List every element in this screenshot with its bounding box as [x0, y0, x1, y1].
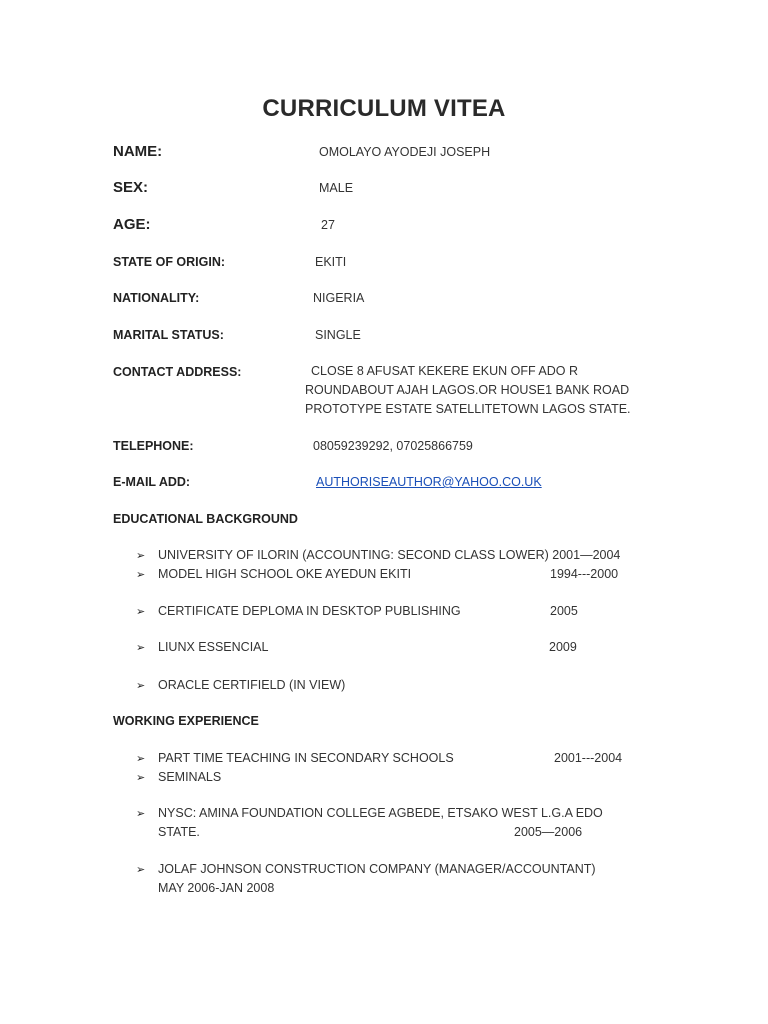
- bullet-icon: ➢: [136, 569, 146, 581]
- marital-status-label: MARITAL STATUS:: [113, 328, 224, 342]
- bullet-icon: ➢: [136, 808, 146, 820]
- marital-status-value: SINGLE: [315, 328, 361, 342]
- name-value: OMOLAYO AYODEJI JOSEPH: [319, 145, 491, 159]
- education-item-date: 2009: [549, 640, 577, 654]
- work-item-date: 2005—2006: [514, 825, 583, 839]
- bullet-icon: ➢: [136, 772, 146, 784]
- education-item: MODEL HIGH SCHOOL OKE AYEDUN EKITI: [158, 567, 412, 581]
- email-link[interactable]: AUTHORISEAUTHOR@YAHOO.CO.UK: [316, 475, 542, 489]
- education-heading: EDUCATIONAL BACKGROUND: [113, 512, 298, 526]
- education-item-date: 1994---2000: [550, 567, 619, 581]
- age-label: AGE:: [113, 216, 151, 233]
- telephone-label: TELEPHONE:: [113, 439, 194, 453]
- bullet-icon: ➢: [136, 753, 146, 765]
- telephone-value: 08059239292, 07025866759: [313, 439, 473, 453]
- nationality-label: NATIONALITY:: [113, 291, 200, 305]
- education-item: ORACLE CERTIFIELD (IN VIEW): [158, 678, 346, 692]
- contact-address-label: CONTACT ADDRESS:: [113, 365, 242, 379]
- sex-value: MALE: [319, 181, 354, 195]
- bullet-icon: ➢: [136, 680, 146, 692]
- education-item-date: 2005: [550, 604, 578, 618]
- bullet-icon: ➢: [136, 606, 146, 618]
- work-item: JOLAF JOHNSON CONSTRUCTION COMPANY (MANAGER/ACCOUNTANT): [158, 862, 596, 876]
- work-item: SEMINALS: [158, 770, 222, 784]
- work-heading: WORKING EXPERIENCE: [113, 714, 259, 728]
- nationality-value: NIGERIA: [313, 291, 365, 305]
- work-item: PART TIME TEACHING IN SECONDARY SCHOOLS: [158, 751, 454, 765]
- education-item: UNIVERSITY OF ILORIN (ACCOUNTING: SECOND CLASS LOWER) 2001—2004: [158, 548, 621, 562]
- email-label: E-MAIL ADD:: [113, 475, 191, 489]
- contact-address-line-3: PROTOTYPE ESTATE SATELLITETOWN LAGOS STATE.: [305, 402, 631, 416]
- work-item-date: 2001---2004: [554, 751, 623, 765]
- state-of-origin-value: EKITI: [315, 255, 347, 269]
- document-title: CURRICULUM VITEA: [262, 95, 506, 122]
- bullet-icon: ➢: [136, 864, 146, 876]
- bullet-icon: ➢: [136, 642, 146, 654]
- bullet-icon: ➢: [136, 550, 146, 562]
- contact-address-line-2: ROUNDABOUT AJAH LAGOS.OR HOUSE1 BANK ROAD: [305, 383, 630, 397]
- name-label: NAME:: [113, 143, 163, 160]
- education-item: CERTIFICATE DEPLOMA IN DESKTOP PUBLISHING: [158, 604, 461, 618]
- work-item-continuation: STATE.: [158, 825, 200, 839]
- sex-label: SEX:: [113, 179, 149, 196]
- age-value: 27: [321, 218, 335, 232]
- work-item-continuation: MAY 2006-JAN 2008: [158, 881, 275, 895]
- education-item: LIUNX ESSENCIAL: [158, 640, 269, 654]
- state-of-origin-label: STATE OF ORIGIN:: [113, 255, 226, 269]
- contact-address-line-1: CLOSE 8 AFUSAT KEKERE EKUN OFF ADO R: [311, 364, 578, 378]
- work-item: NYSC: AMINA FOUNDATION COLLEGE AGBEDE, ETSAKO WEST L.G.A EDO: [158, 806, 603, 820]
